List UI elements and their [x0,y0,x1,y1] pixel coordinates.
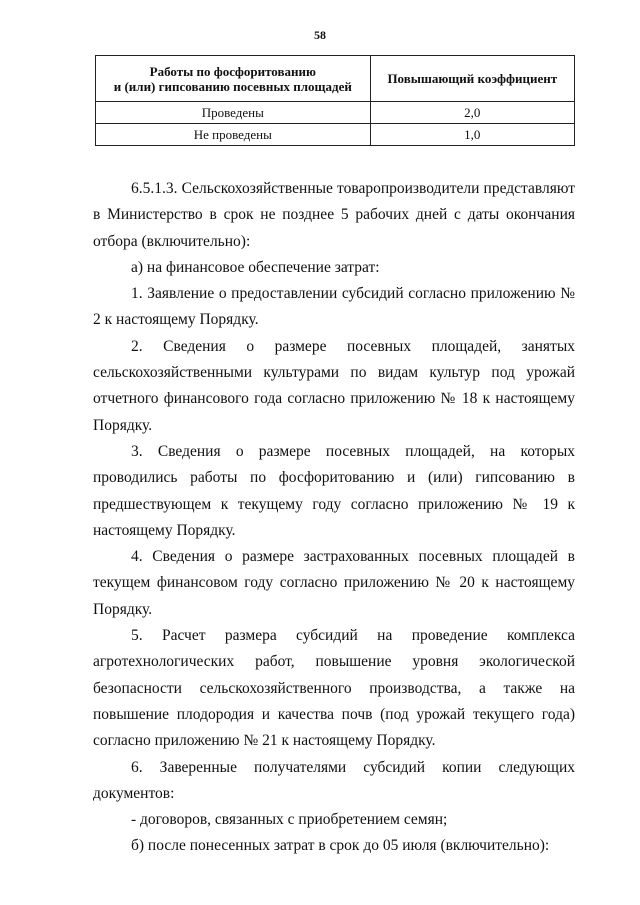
paragraph-item-6: 6. Заверенные получателями субсидий копии следующих документов: [93,758,575,802]
coefficient-table [95,55,575,146]
table-header-row [96,56,575,102]
table-cell-work: Проведены [96,102,371,124]
paragraph-item-a: а) на финансовое обеспечение затрат: [131,258,380,276]
table-cell-work: Не проведены [96,124,371,146]
paragraph-item-1: 1. Заявление о предоставлении субсидий согласно приложению № 2 к настоящему Порядку. [93,285,575,329]
document-body [93,176,575,860]
paragraph-contracts: - договоров, связанных с приобретением семян; [131,811,448,829]
table-cell-coefficient: 1,0 [370,124,574,146]
table-row [96,124,575,146]
paragraph-item-3: 3. Сведения о размере посевных площадей, на которых проводились работы по фосфоритованию и (или) гипсованию в предшествующем к текущему году согласно приложению № 19 к настоящему Порядку. [93,442,575,539]
paragraph-item-4: 4. Сведения о размере застрахованных посевных площадей в текущем финансовом году согласно приложению № 20 к настоящему Порядку. [93,548,575,618]
paragraph-item-2: 2. Сведения о размере посевных площадей, занятых сельскохозяйственными культурами по видам культур под урожай отчетного финансового года согласно приложению № 18 к настоящему Порядку. [93,337,575,434]
paragraph-6-5-1-3: 6.5.1.3. Сельскохозяйственные товаропроизводители представляют в Министерство в срок не позднее 5 рабочих дней с даты окончания отбора (включительно): [93,180,575,250]
header-coefficient: Повышающий коэффициент [370,56,574,102]
paragraph-item-5: 5. Расчет размера субсидий на проведение комплекса агротехнологических работ, повышение уровня экологической безопасности сельскохозяйственного производства, а также на повышение плодородия и качества почв (под урожай текущего года) согласно приложению № 21 к настоящему Порядку. [93,627,575,750]
table-row [96,102,575,124]
page-number: 58 [314,28,326,42]
header-work [96,56,371,102]
paragraph-item-b: б) после понесенных затрат в срок до 05 июля (включительно): [131,837,550,855]
header-work-line2: и (или) гипсованию посевных площадей [113,78,352,94]
table-cell-coefficient: 2,0 [370,102,574,124]
header-work-line1: Работы по фосфоритованию [149,63,316,79]
